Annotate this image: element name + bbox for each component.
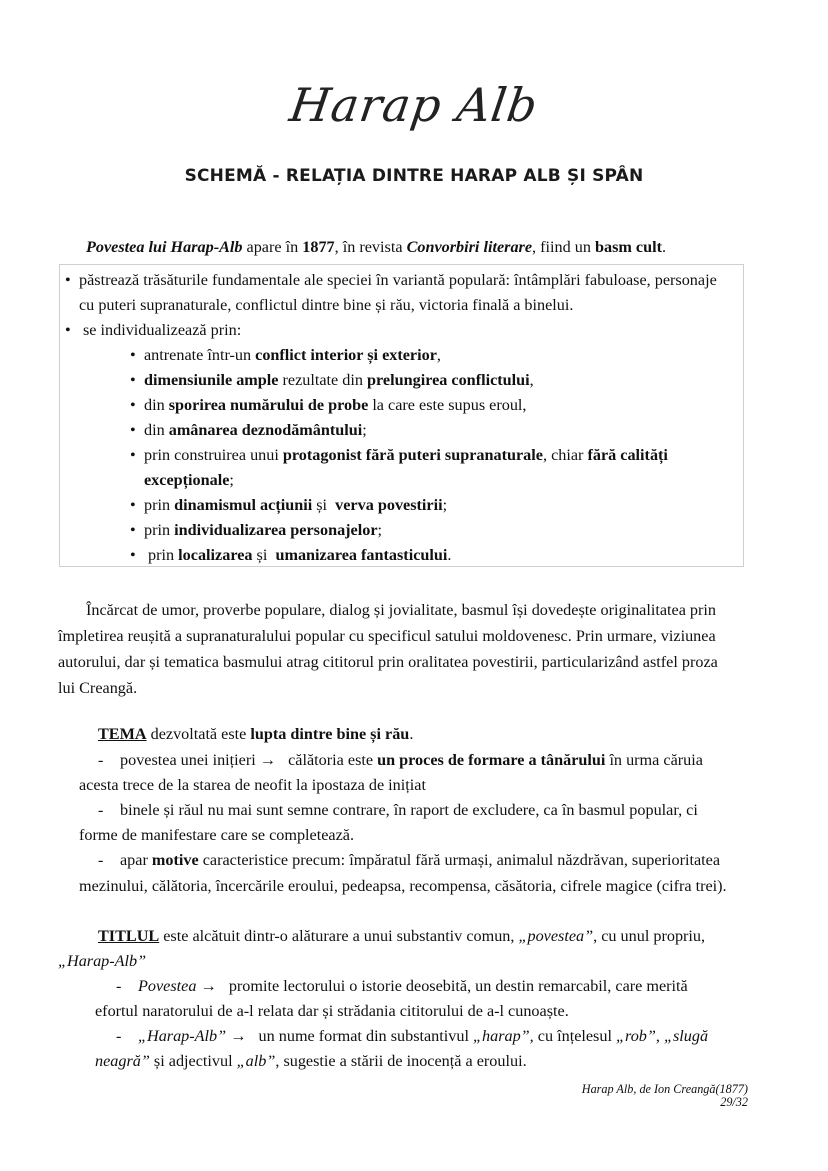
text: . (662, 238, 667, 256)
text: , chiar (542, 446, 588, 464)
page-title: SCHEMĂ - RELAȚIA DINTRE HARAP ALB ȘI SPÂN (184, 166, 644, 186)
quote: „alb” (236, 1052, 276, 1070)
dash-icon: - (116, 977, 122, 995)
paragraph-line: Încărcat de umor, proverbe populare, dialog și jovialitate, basmul își dovedește originalitatea prin (86, 601, 717, 619)
bullet-icon: • (130, 346, 136, 364)
quote: „rob” (616, 1027, 656, 1045)
tema-point-1-cont: acesta trece de la starea de neofit la ipostaza de inițiat (79, 776, 426, 794)
titlul-point-2-cont (95, 1051, 527, 1071)
tema-point-1 (98, 750, 703, 770)
text: . (447, 546, 452, 564)
titlul-heading (98, 926, 705, 946)
text: prin construirea unui (144, 446, 283, 464)
quote: „slugă (664, 1027, 709, 1045)
text: povestea unei inițieri → călătoria este (120, 751, 378, 769)
emphasis: dinamismul acțiunii (174, 496, 313, 514)
bullet-icon: • (65, 271, 71, 289)
titlul-point-1-cont: efortul naratorului de a-l relata dar și strădania cititorului de a-l cunoaște. (95, 1002, 569, 1020)
paragraph-line: lui Creangă. (58, 679, 138, 697)
text: ; (442, 496, 448, 514)
quote: „harap”, (473, 1027, 534, 1045)
text: binele și răul nu mai sunt semne contrare, în raport de excludere, ca în basmul popular, ci (120, 801, 698, 819)
text: . (409, 725, 414, 743)
year: 1877 (302, 238, 335, 256)
text: în urma căruia (605, 751, 703, 769)
text: și (312, 496, 336, 514)
sub-item-6 (130, 495, 447, 515)
text: dezvoltată este (146, 725, 251, 743)
section-label: TEMA (98, 725, 147, 743)
text: , (655, 1027, 664, 1045)
text: , în revista (334, 238, 407, 256)
text: , cu unul propriu, (593, 927, 706, 945)
sub-item-4 (130, 420, 367, 440)
text: ; (377, 521, 383, 539)
sub-item-2 (130, 370, 534, 390)
text: și (252, 546, 276, 564)
text: și adjectivul (149, 1052, 237, 1070)
tema-point-3 (98, 850, 720, 870)
tema-point-3-cont: mezinului, călătoria, încercările eroului, pedeapsa, recompensa, căsătoria, cifrele magice (cifra trei). (79, 877, 727, 895)
genre: basm cult (594, 238, 662, 256)
text: , fiind un (532, 238, 595, 256)
text: rezultate din (278, 371, 368, 389)
bullet-icon: • (130, 521, 136, 539)
dash-icon: - (98, 801, 104, 819)
emphasis: protagonist fără puteri supranaturale (282, 446, 543, 464)
text: la care este supus eroul, (368, 396, 527, 414)
quote: „povestea” (518, 927, 594, 945)
emphasis: conflict interior și exterior (255, 346, 437, 364)
sub-item-8 (130, 545, 451, 565)
emphasis: amânarea deznodământului (168, 421, 363, 439)
emphasis: fără calități (587, 446, 668, 464)
emphasis: lupta dintre bine și rău (250, 725, 410, 743)
bullet-icon: • (130, 496, 136, 514)
box-item-1 (65, 270, 717, 290)
text: din (144, 421, 169, 439)
sub-item-5 (130, 445, 668, 465)
text: ; (229, 471, 234, 489)
emphasis: excepționale (144, 471, 230, 489)
emphasis: motive (151, 851, 199, 869)
footer-source: Harap Alb, de Ion Creangă(1877) (581, 1082, 748, 1096)
text: , (529, 371, 534, 389)
text: , (436, 346, 441, 364)
sub-item-7 (130, 520, 382, 540)
quote: „Harap-Alb” (138, 1027, 227, 1045)
quote: Povestea (138, 977, 197, 995)
text: prin (144, 496, 175, 514)
quote: „Harap-Alb” (58, 952, 147, 970)
script-title: Harap Alb (286, 78, 542, 132)
emphasis: prelungirea conflictului (367, 371, 530, 389)
text: prin (144, 521, 175, 539)
text: , sugestie a stării de inocență a eroului. (275, 1052, 527, 1070)
sub-item-5-cont (144, 470, 234, 490)
titlul-point-1 (116, 976, 688, 996)
sub-item-1 (130, 345, 441, 365)
text: se individualizează prin: (83, 321, 242, 339)
tema-heading (98, 724, 413, 744)
text: ; (362, 421, 367, 439)
text: antrenate într-un (144, 346, 256, 364)
text: păstrează trăsăturile fundamentale ale speciei în variantă populară: întâmplări fabuloase, personaje (79, 271, 717, 289)
text: apare în (242, 238, 303, 256)
section-label: TITLUL (98, 927, 160, 945)
box-item-1-cont: cu puteri supranaturale, conflictul dintre bine și rău, victoria finală a binelui. (79, 296, 574, 314)
quote: neagră” (95, 1052, 150, 1070)
text: caracteristice precum: împăratul fără urmași, animalul năzdrăvan, superioritatea (198, 851, 720, 869)
text: cu înțelesul (533, 1027, 616, 1045)
emphasis: un proces de formare a tânărului (377, 751, 606, 769)
bullet-icon: • (130, 396, 136, 414)
text: prin (144, 546, 179, 564)
bullet-icon: • (130, 371, 136, 389)
tema-point-2-cont: forme de manifestare care se completează. (79, 826, 355, 844)
magazine-name: Convorbiri literare (406, 238, 533, 256)
emphasis: verva povestirii (335, 496, 443, 514)
work-title: Povestea lui Harap-Alb (86, 238, 243, 256)
text: este alcătuit dintr-o alăturare a unui substantiv comun, (159, 927, 519, 945)
dash-icon: - (98, 751, 104, 769)
text: apar (120, 851, 152, 869)
paragraph-line: împletirea reușită a supranaturalului popular cu specificul satului moldovenesc. Prin urmare, viziunea (58, 627, 716, 645)
text: → promite lectorului o istorie deosebită, un destin remarcabil, care merită (196, 977, 688, 995)
paragraph-line: autorului, dar și tematica basmului atrag cititorul prin oralitatea povestirii, particularizând astfel proza (58, 653, 718, 671)
page-footer (582, 1083, 748, 1109)
dash-icon: - (98, 851, 104, 869)
bullet-icon: • (130, 446, 136, 464)
tema-point-2 (98, 800, 698, 820)
bullet-icon: • (130, 421, 136, 439)
page-number: 29/32 (720, 1095, 748, 1109)
bullet-icon: • (130, 546, 136, 564)
emphasis: individualizarea personajelor (174, 521, 378, 539)
box-item-2 (65, 320, 241, 340)
emphasis: umanizarea fantasticului (275, 546, 448, 564)
emphasis: sporirea numărului de probe (168, 396, 369, 414)
titlul-point-2 (116, 1026, 708, 1046)
emphasis: dimensiunile ample (144, 371, 279, 389)
bullet-icon: • (65, 321, 71, 339)
dash-icon: - (116, 1027, 122, 1045)
emphasis: localizarea (178, 546, 253, 564)
intro-sentence (86, 238, 666, 257)
text: din (144, 396, 169, 414)
titlul-heading-cont (58, 951, 146, 971)
sub-item-3 (130, 395, 526, 415)
text: → un nume format din substantivul (226, 1027, 473, 1045)
